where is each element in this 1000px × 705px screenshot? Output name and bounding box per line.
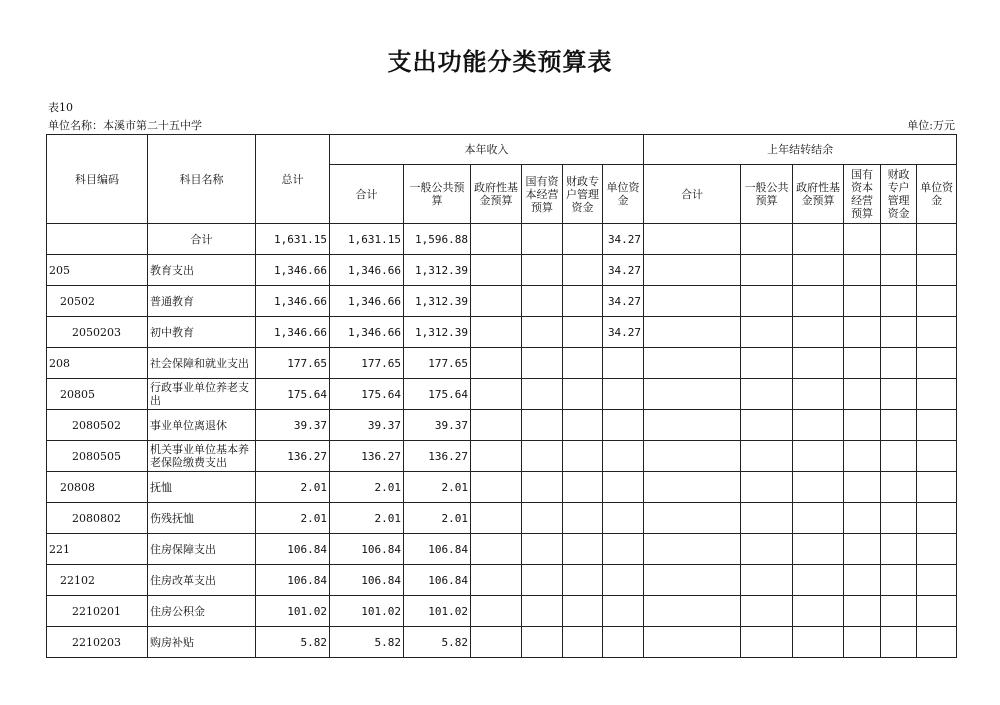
cell-carryover bbox=[644, 317, 741, 348]
cell-carryover bbox=[741, 596, 793, 627]
cell-cur-total: 1,346.66 bbox=[330, 255, 404, 286]
cell-name: 伤残抚恤 bbox=[148, 503, 256, 534]
cell-code: 205 bbox=[47, 255, 148, 286]
table-row bbox=[47, 565, 957, 596]
header-carry-col: 一般公共预算 bbox=[741, 165, 793, 224]
cell-carryover bbox=[741, 317, 793, 348]
cell-carryover bbox=[844, 348, 881, 379]
cell-total: 2.01 bbox=[256, 472, 330, 503]
cell-cur-fund bbox=[471, 596, 522, 627]
cell-carryover bbox=[644, 596, 741, 627]
cell-cur-state bbox=[522, 410, 563, 441]
cell-name: 教育支出 bbox=[148, 255, 256, 286]
cell-carryover bbox=[881, 379, 917, 410]
cell-cur-fund bbox=[471, 503, 522, 534]
cell-carryover bbox=[844, 441, 881, 472]
cell-carryover bbox=[881, 503, 917, 534]
cell-cur-fund bbox=[471, 348, 522, 379]
cell-cur-general: 1,312.39 bbox=[404, 317, 471, 348]
cell-cur-fund bbox=[471, 472, 522, 503]
table-row bbox=[47, 410, 957, 441]
header-carry-col: 政府性基金预算 bbox=[793, 165, 844, 224]
cell-carryover bbox=[917, 565, 957, 596]
cell-total: 39.37 bbox=[256, 410, 330, 441]
cell-carryover bbox=[793, 534, 844, 565]
cell-name: 住房保障支出 bbox=[148, 534, 256, 565]
header-current-col: 国有资本经营预算 bbox=[522, 165, 563, 224]
cell-carryover bbox=[793, 348, 844, 379]
cell-cur-unit: 34.27 bbox=[603, 286, 644, 317]
cell-name: 事业单位离退休 bbox=[148, 410, 256, 441]
cell-carryover bbox=[644, 224, 741, 255]
cell-carryover bbox=[917, 224, 957, 255]
cell-cur-fund bbox=[471, 565, 522, 596]
currency-unit: 单位:万元 bbox=[907, 119, 955, 132]
cell-carryover bbox=[793, 627, 844, 658]
cell-carryover bbox=[741, 224, 793, 255]
cell-cur-fund bbox=[471, 534, 522, 565]
cell-cur-state bbox=[522, 317, 563, 348]
cell-name: 住房公积金 bbox=[148, 596, 256, 627]
cell-carryover bbox=[881, 286, 917, 317]
cell-cur-general: 1,312.39 bbox=[404, 255, 471, 286]
cell-carryover bbox=[881, 441, 917, 472]
cell-carryover bbox=[741, 410, 793, 441]
cell-carryover bbox=[741, 379, 793, 410]
cell-cur-unit bbox=[603, 472, 644, 503]
cell-cur-state bbox=[522, 565, 563, 596]
cell-total: 106.84 bbox=[256, 534, 330, 565]
header-carry-col: 合计 bbox=[644, 165, 741, 224]
cell-carryover bbox=[844, 565, 881, 596]
cell-cur-total: 1,346.66 bbox=[330, 317, 404, 348]
cell-carryover bbox=[644, 379, 741, 410]
cell-carryover bbox=[844, 627, 881, 658]
cell-cur-general: 2.01 bbox=[404, 472, 471, 503]
header-carryover: 上年结转结余 bbox=[644, 135, 957, 165]
cell-cur-special bbox=[563, 503, 603, 534]
cell-carryover bbox=[881, 317, 917, 348]
table-row bbox=[47, 379, 957, 410]
cell-code: 2080502 bbox=[47, 410, 148, 441]
cell-cur-fund bbox=[471, 224, 522, 255]
cell-carryover bbox=[917, 503, 957, 534]
cell-cur-special bbox=[563, 286, 603, 317]
cell-cur-special bbox=[563, 596, 603, 627]
cell-carryover bbox=[793, 255, 844, 286]
header-current-col: 政府性基金预算 bbox=[471, 165, 522, 224]
cell-cur-special bbox=[563, 472, 603, 503]
cell-carryover bbox=[844, 596, 881, 627]
cell-cur-state bbox=[522, 224, 563, 255]
cell-cur-state bbox=[522, 503, 563, 534]
cell-carryover bbox=[917, 379, 957, 410]
cell-cur-fund bbox=[471, 410, 522, 441]
cell-total: 1,346.66 bbox=[256, 255, 330, 286]
cell-cur-total: 177.65 bbox=[330, 348, 404, 379]
cell-carryover bbox=[917, 317, 957, 348]
cell-cur-general: 101.02 bbox=[404, 596, 471, 627]
cell-carryover bbox=[644, 472, 741, 503]
header-current-col: 单位资金 bbox=[603, 165, 644, 224]
cell-code: 221 bbox=[47, 534, 148, 565]
table-row bbox=[47, 224, 957, 255]
cell-cur-unit bbox=[603, 627, 644, 658]
cell-name: 机关事业单位基本养老保险缴费支出 bbox=[148, 441, 256, 472]
cell-cur-total: 101.02 bbox=[330, 596, 404, 627]
cell-carryover bbox=[793, 379, 844, 410]
cell-cur-unit: 34.27 bbox=[603, 255, 644, 286]
header-current-year: 本年收入 bbox=[330, 135, 644, 165]
cell-carryover bbox=[741, 441, 793, 472]
cell-carryover bbox=[917, 286, 957, 317]
cell-carryover bbox=[844, 317, 881, 348]
cell-cur-state bbox=[522, 472, 563, 503]
cell-cur-state bbox=[522, 441, 563, 472]
cell-name: 社会保障和就业支出 bbox=[148, 348, 256, 379]
cell-name: 抚恤 bbox=[148, 472, 256, 503]
cell-cur-general: 177.65 bbox=[404, 348, 471, 379]
table-row bbox=[47, 348, 957, 379]
cell-code: 208 bbox=[47, 348, 148, 379]
cell-cur-total: 2.01 bbox=[330, 472, 404, 503]
cell-cur-special bbox=[563, 441, 603, 472]
cell-carryover bbox=[917, 410, 957, 441]
cell-name: 购房补贴 bbox=[148, 627, 256, 658]
budget-table bbox=[46, 134, 957, 658]
cell-cur-fund bbox=[471, 379, 522, 410]
cell-cur-total: 175.64 bbox=[330, 379, 404, 410]
cell-total: 1,346.66 bbox=[256, 317, 330, 348]
cell-cur-total: 1,346.66 bbox=[330, 286, 404, 317]
cell-carryover bbox=[917, 596, 957, 627]
cell-carryover bbox=[881, 348, 917, 379]
cell-code: 20808 bbox=[47, 472, 148, 503]
cell-carryover bbox=[793, 317, 844, 348]
cell-total: 1,346.66 bbox=[256, 286, 330, 317]
header-current-col: 财政专户管理资金 bbox=[563, 165, 603, 224]
cell-cur-state bbox=[522, 255, 563, 286]
cell-code: 2080802 bbox=[47, 503, 148, 534]
cell-cur-general: 2.01 bbox=[404, 503, 471, 534]
cell-carryover bbox=[881, 565, 917, 596]
cell-code bbox=[47, 224, 148, 255]
cell-cur-special bbox=[563, 379, 603, 410]
cell-carryover bbox=[793, 224, 844, 255]
cell-cur-state bbox=[522, 348, 563, 379]
cell-carryover bbox=[644, 503, 741, 534]
cell-cur-general: 39.37 bbox=[404, 410, 471, 441]
cell-carryover bbox=[644, 410, 741, 441]
cell-carryover bbox=[881, 596, 917, 627]
cell-code: 2080505 bbox=[47, 441, 148, 472]
cell-carryover bbox=[917, 627, 957, 658]
cell-total: 2.01 bbox=[256, 503, 330, 534]
cell-cur-special bbox=[563, 317, 603, 348]
cell-carryover bbox=[644, 441, 741, 472]
cell-carryover bbox=[644, 627, 741, 658]
cell-carryover bbox=[844, 224, 881, 255]
cell-carryover bbox=[793, 503, 844, 534]
cell-total: 136.27 bbox=[256, 441, 330, 472]
cell-cur-general: 175.64 bbox=[404, 379, 471, 410]
cell-cur-state bbox=[522, 627, 563, 658]
cell-carryover bbox=[644, 255, 741, 286]
cell-cur-unit bbox=[603, 379, 644, 410]
cell-carryover bbox=[644, 348, 741, 379]
cell-cur-unit bbox=[603, 503, 644, 534]
table-row bbox=[47, 627, 957, 658]
cell-total: 1,631.15 bbox=[256, 224, 330, 255]
cell-code: 2210203 bbox=[47, 627, 148, 658]
cell-cur-unit: 34.27 bbox=[603, 317, 644, 348]
cell-code: 22102 bbox=[47, 565, 148, 596]
table-row bbox=[47, 317, 957, 348]
cell-cur-special bbox=[563, 348, 603, 379]
cell-name: 行政事业单位养老支出 bbox=[148, 379, 256, 410]
header-carry-col: 财政专户管理资金 bbox=[881, 165, 917, 224]
table-number: 表10 bbox=[48, 101, 73, 114]
table-row bbox=[47, 286, 957, 317]
cell-carryover bbox=[793, 410, 844, 441]
cell-cur-general: 5.82 bbox=[404, 627, 471, 658]
cell-cur-total: 106.84 bbox=[330, 534, 404, 565]
cell-carryover bbox=[917, 441, 957, 472]
cell-name: 普通教育 bbox=[148, 286, 256, 317]
cell-cur-fund bbox=[471, 317, 522, 348]
cell-carryover bbox=[844, 379, 881, 410]
cell-carryover bbox=[881, 255, 917, 286]
header-name: 科目名称 bbox=[148, 135, 256, 224]
table-row bbox=[47, 596, 957, 627]
header-code: 科目编码 bbox=[47, 135, 148, 224]
cell-cur-unit bbox=[603, 441, 644, 472]
cell-carryover bbox=[844, 472, 881, 503]
cell-cur-unit: 34.27 bbox=[603, 224, 644, 255]
cell-cur-state bbox=[522, 286, 563, 317]
cell-carryover bbox=[741, 565, 793, 596]
header-total: 总计 bbox=[256, 135, 330, 224]
cell-carryover bbox=[844, 255, 881, 286]
table-row bbox=[47, 534, 957, 565]
cell-carryover bbox=[793, 565, 844, 596]
header-carry-col: 国有资本经营预算 bbox=[844, 165, 881, 224]
cell-carryover bbox=[881, 224, 917, 255]
cell-carryover bbox=[793, 596, 844, 627]
cell-cur-special bbox=[563, 224, 603, 255]
cell-cur-total: 39.37 bbox=[330, 410, 404, 441]
cell-cur-special bbox=[563, 255, 603, 286]
cell-cur-general: 1,312.39 bbox=[404, 286, 471, 317]
cell-carryover bbox=[917, 472, 957, 503]
header-current-col: 一般公共预算 bbox=[404, 165, 471, 224]
cell-carryover bbox=[844, 503, 881, 534]
cell-cur-total: 106.84 bbox=[330, 565, 404, 596]
cell-code: 2210201 bbox=[47, 596, 148, 627]
cell-cur-general: 106.84 bbox=[404, 534, 471, 565]
cell-carryover bbox=[793, 286, 844, 317]
cell-cur-general: 1,596.88 bbox=[404, 224, 471, 255]
cell-cur-general: 136.27 bbox=[404, 441, 471, 472]
cell-carryover bbox=[844, 286, 881, 317]
cell-cur-total: 136.27 bbox=[330, 441, 404, 472]
cell-cur-fund bbox=[471, 286, 522, 317]
cell-total: 177.65 bbox=[256, 348, 330, 379]
cell-total: 175.64 bbox=[256, 379, 330, 410]
cell-cur-unit bbox=[603, 534, 644, 565]
header-row-1 bbox=[47, 135, 957, 165]
cell-carryover bbox=[741, 627, 793, 658]
table-row bbox=[47, 441, 957, 472]
table-row bbox=[47, 503, 957, 534]
cell-cur-special bbox=[563, 534, 603, 565]
cell-carryover bbox=[844, 534, 881, 565]
header-current-col: 合计 bbox=[330, 165, 404, 224]
cell-carryover bbox=[741, 472, 793, 503]
cell-cur-special bbox=[563, 410, 603, 441]
cell-carryover bbox=[741, 348, 793, 379]
cell-carryover bbox=[793, 472, 844, 503]
cell-cur-total: 5.82 bbox=[330, 627, 404, 658]
cell-cur-state bbox=[522, 379, 563, 410]
cell-carryover bbox=[741, 503, 793, 534]
cell-cur-fund bbox=[471, 255, 522, 286]
cell-cur-unit bbox=[603, 348, 644, 379]
cell-carryover bbox=[844, 410, 881, 441]
cell-carryover bbox=[917, 348, 957, 379]
cell-cur-total: 2.01 bbox=[330, 503, 404, 534]
cell-carryover bbox=[644, 534, 741, 565]
cell-carryover bbox=[881, 410, 917, 441]
cell-carryover bbox=[917, 255, 957, 286]
cell-code: 20502 bbox=[47, 286, 148, 317]
cell-cur-state bbox=[522, 596, 563, 627]
cell-name: 住房改革支出 bbox=[148, 565, 256, 596]
cell-carryover bbox=[741, 255, 793, 286]
cell-carryover bbox=[881, 534, 917, 565]
cell-carryover bbox=[644, 565, 741, 596]
cell-cur-state bbox=[522, 534, 563, 565]
cell-cur-special bbox=[563, 565, 603, 596]
cell-name: 合计 bbox=[148, 224, 256, 255]
cell-cur-fund bbox=[471, 441, 522, 472]
cell-cur-unit bbox=[603, 565, 644, 596]
unit-name: 单位名称：本溪市第二十五中学 bbox=[48, 119, 202, 132]
cell-total: 5.82 bbox=[256, 627, 330, 658]
cell-carryover bbox=[644, 286, 741, 317]
table-row bbox=[47, 255, 957, 286]
cell-total: 101.02 bbox=[256, 596, 330, 627]
cell-code: 20805 bbox=[47, 379, 148, 410]
cell-carryover bbox=[741, 534, 793, 565]
cell-cur-general: 106.84 bbox=[404, 565, 471, 596]
cell-carryover bbox=[881, 627, 917, 658]
cell-carryover bbox=[741, 286, 793, 317]
cell-cur-fund bbox=[471, 627, 522, 658]
cell-carryover bbox=[917, 534, 957, 565]
cell-code: 2050203 bbox=[47, 317, 148, 348]
table-row bbox=[47, 472, 957, 503]
cell-cur-unit bbox=[603, 410, 644, 441]
cell-total: 106.84 bbox=[256, 565, 330, 596]
cell-carryover bbox=[793, 441, 844, 472]
cell-carryover bbox=[881, 472, 917, 503]
cell-cur-total: 1,631.15 bbox=[330, 224, 404, 255]
header-carry-col: 单位资金 bbox=[917, 165, 957, 224]
cell-cur-special bbox=[563, 627, 603, 658]
page-title: 支出功能分类预算表 bbox=[387, 48, 613, 76]
cell-name: 初中教育 bbox=[148, 317, 256, 348]
cell-cur-unit bbox=[603, 596, 644, 627]
